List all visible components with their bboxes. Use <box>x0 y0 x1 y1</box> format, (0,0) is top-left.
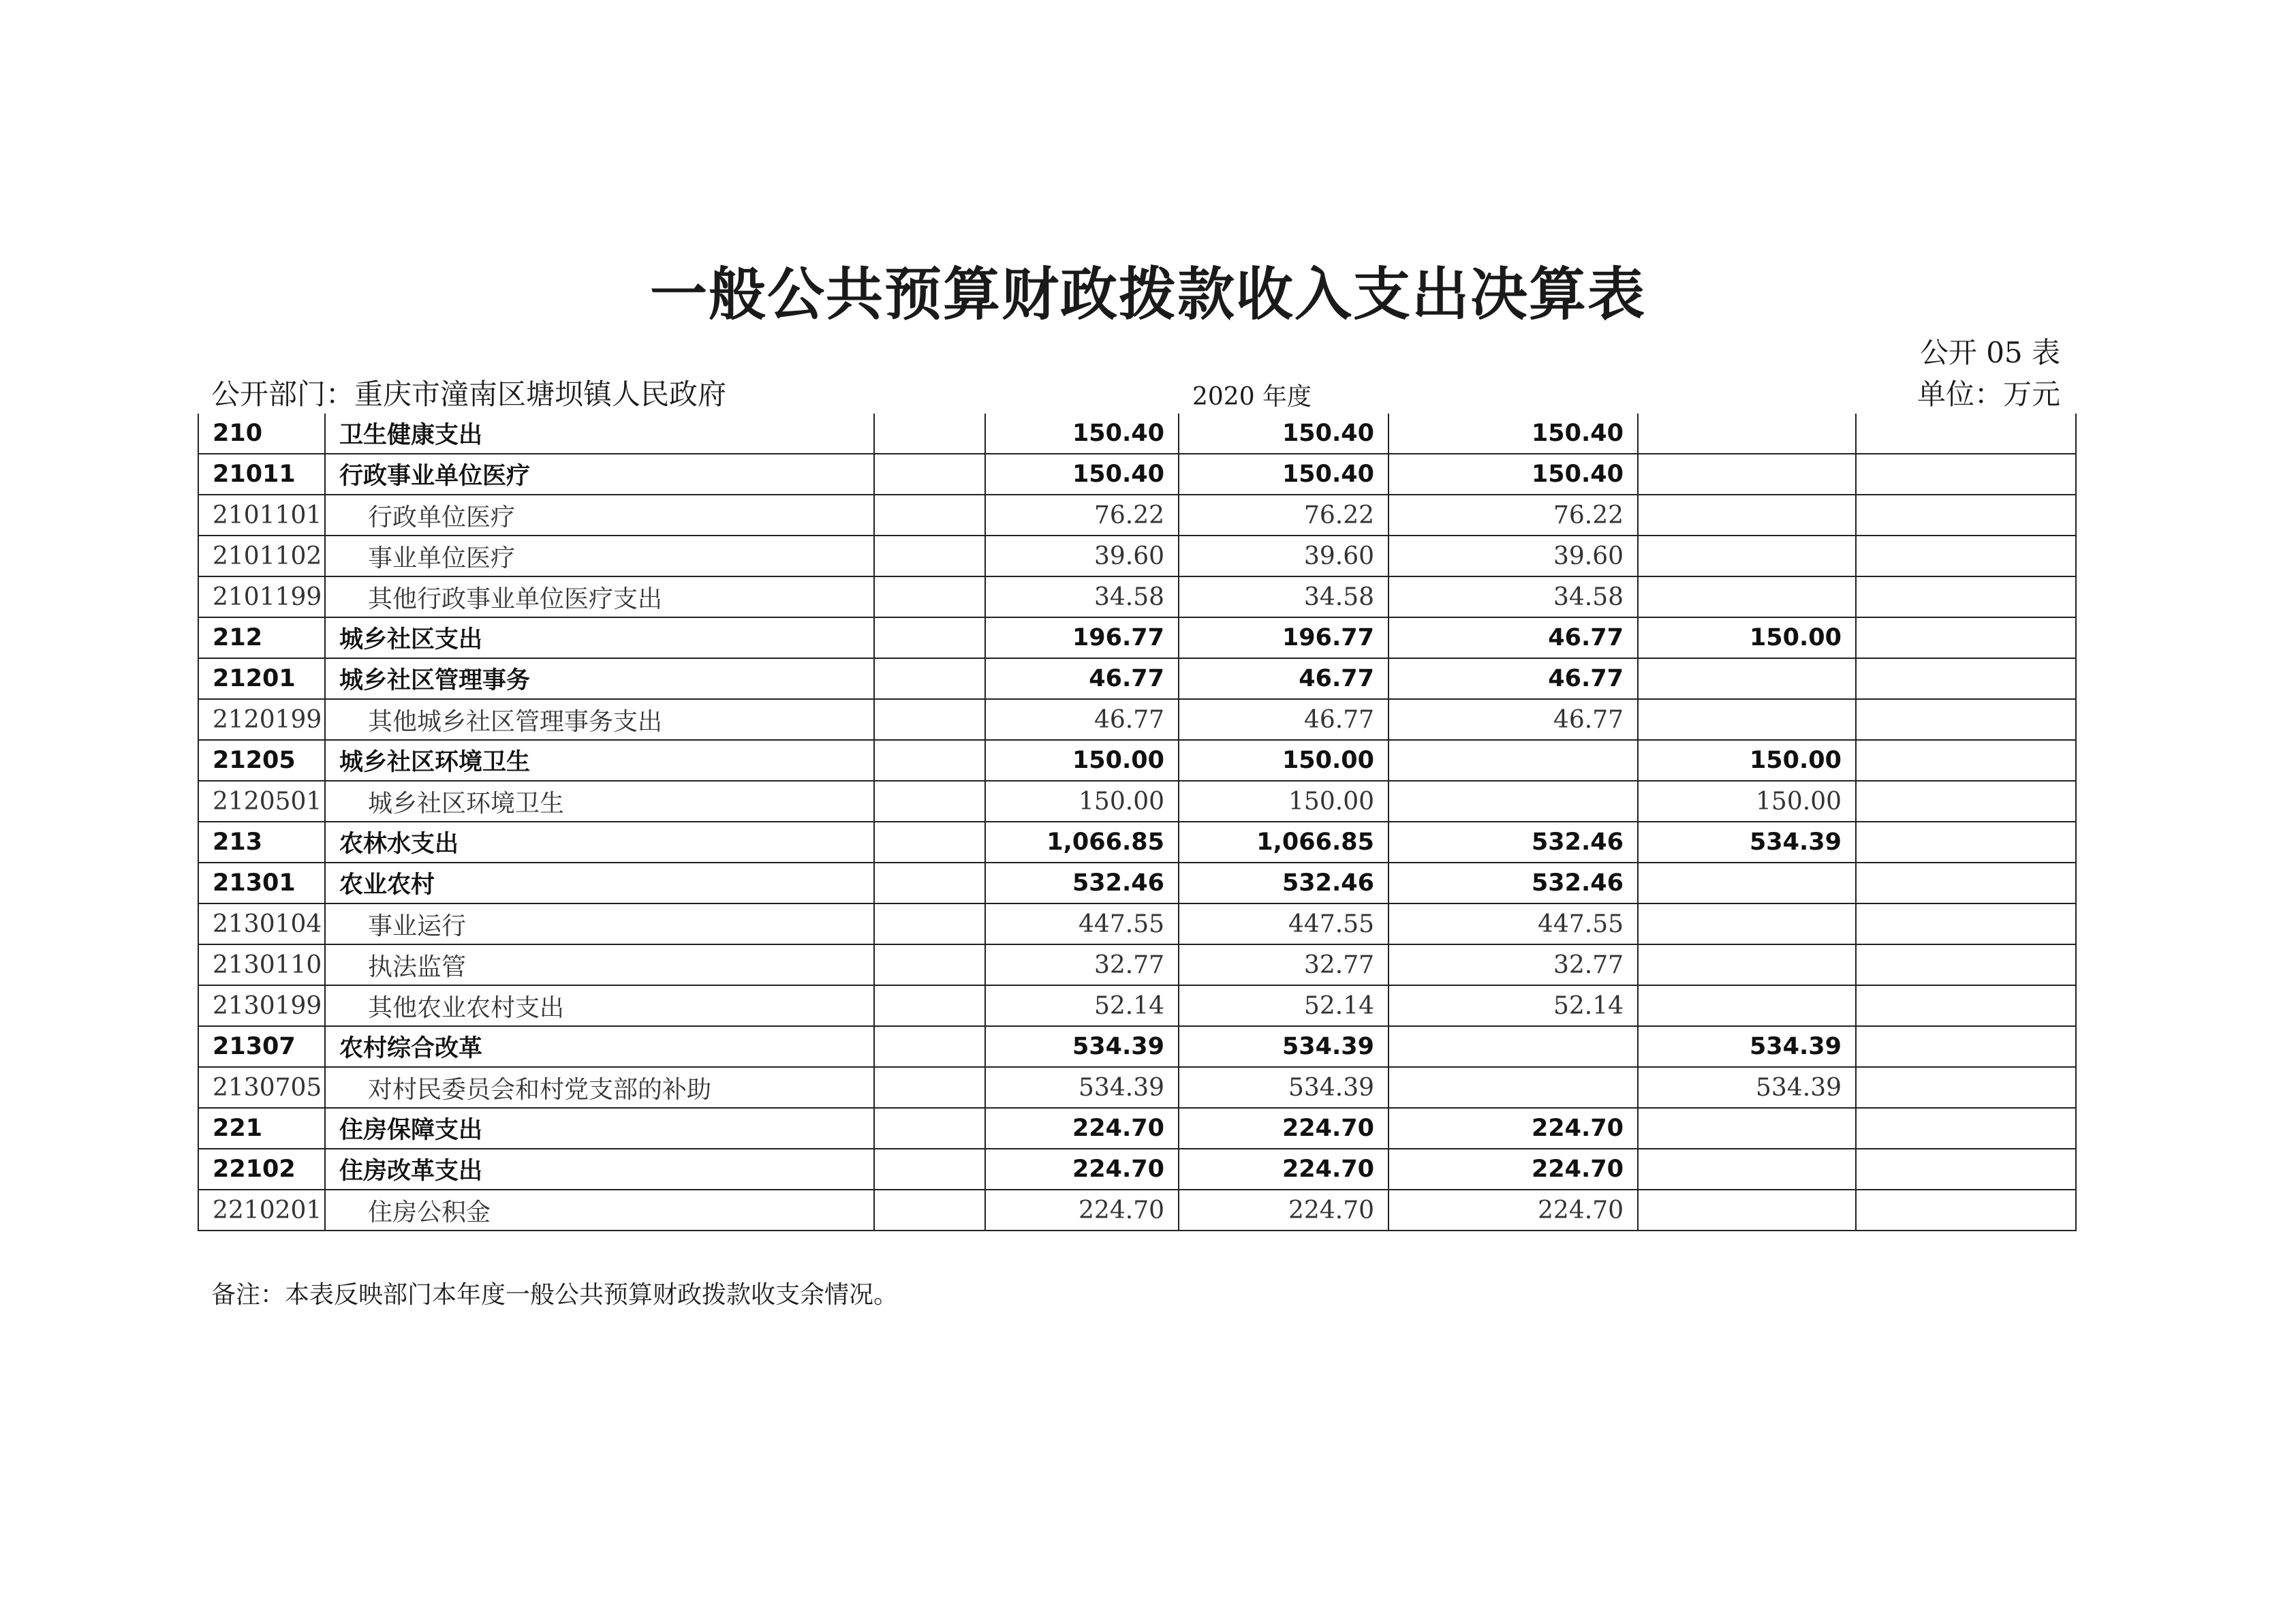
cell-column-2: 34.58 <box>985 576 1179 617</box>
cell-column-2: 76.22 <box>985 495 1179 536</box>
cell-column-2: 46.77 <box>985 699 1179 740</box>
cell-column-4: 39.60 <box>1389 536 1638 576</box>
cell-column-6 <box>1856 1149 2076 1190</box>
cell-code: 22102 <box>198 1149 325 1190</box>
cell-column-2: 224.70 <box>985 1149 1179 1190</box>
cell-code: 210 <box>198 414 325 454</box>
budget-table <box>198 414 2077 1231</box>
cell-column-6 <box>1856 699 2076 740</box>
cell-column-3: 52.14 <box>1179 985 1389 1026</box>
page-title: 一般公共预算财政拨款收入支出决算表 <box>649 261 1646 328</box>
cell-column-4: 52.14 <box>1389 985 1638 1026</box>
cell-column-1 <box>874 1108 985 1149</box>
cell-column-3: 34.58 <box>1179 576 1389 617</box>
cell-column-6 <box>1856 781 2076 822</box>
cell-code: 2120199 <box>198 699 325 740</box>
cell-column-4: 46.77 <box>1389 658 1638 699</box>
cell-column-6 <box>1856 1067 2076 1108</box>
cell-column-1 <box>874 740 985 781</box>
cell-column-6 <box>1856 658 2076 699</box>
cell-column-2: 224.70 <box>985 1190 1179 1231</box>
cell-column-5 <box>1638 576 1856 617</box>
cell-column-6 <box>1856 617 2076 658</box>
unit-label: 单位：万元 <box>1917 377 2060 411</box>
table-row <box>198 1067 2076 1108</box>
form-number: 公开 05 表 <box>1919 336 2060 369</box>
cell-item-name: 卫生健康支出 <box>325 414 874 454</box>
table-row <box>198 985 2076 1026</box>
cell-column-3: 224.70 <box>1179 1108 1389 1149</box>
cell-column-3: 196.77 <box>1179 617 1389 658</box>
cell-item-name: 执法监管 <box>325 944 874 985</box>
cell-column-5 <box>1638 944 1856 985</box>
cell-column-1 <box>874 985 985 1026</box>
cell-column-4 <box>1389 781 1638 822</box>
table-row <box>198 658 2076 699</box>
cell-column-3: 532.46 <box>1179 863 1389 903</box>
cell-column-6 <box>1856 863 2076 903</box>
cell-item-name: 住房改革支出 <box>325 1149 874 1190</box>
cell-column-3: 534.39 <box>1179 1026 1389 1067</box>
cell-item-name: 其他行政事业单位医疗支出 <box>325 576 874 617</box>
cell-column-1 <box>874 1149 985 1190</box>
table-row <box>198 617 2076 658</box>
cell-column-2: 150.00 <box>985 781 1179 822</box>
cell-column-6 <box>1856 944 2076 985</box>
table-row <box>198 699 2076 740</box>
cell-column-1 <box>874 1067 985 1108</box>
cell-item-name: 对村民委员会和村党支部的补助 <box>325 1067 874 1108</box>
cell-column-3: 39.60 <box>1179 536 1389 576</box>
cell-column-2: 447.55 <box>985 903 1179 944</box>
cell-column-2: 39.60 <box>985 536 1179 576</box>
cell-code: 21301 <box>198 863 325 903</box>
cell-column-5 <box>1638 1149 1856 1190</box>
cell-code: 21011 <box>198 454 325 495</box>
cell-column-4: 224.70 <box>1389 1149 1638 1190</box>
cell-column-5: 534.39 <box>1638 1067 1856 1108</box>
table-row <box>198 863 2076 903</box>
cell-column-1 <box>874 658 985 699</box>
cell-item-name: 农业农村 <box>325 863 874 903</box>
cell-column-2: 46.77 <box>985 658 1179 699</box>
cell-column-2: 224.70 <box>985 1108 1179 1149</box>
cell-code: 21201 <box>198 658 325 699</box>
cell-column-1 <box>874 863 985 903</box>
cell-column-3: 224.70 <box>1179 1190 1389 1231</box>
cell-column-5 <box>1638 985 1856 1026</box>
cell-item-name: 城乡社区环境卫生 <box>325 781 874 822</box>
cell-item-name: 行政单位医疗 <box>325 495 874 536</box>
cell-column-5 <box>1638 495 1856 536</box>
cell-column-6 <box>1856 1026 2076 1067</box>
cell-code: 2120501 <box>198 781 325 822</box>
table-row <box>198 576 2076 617</box>
cell-column-2: 532.46 <box>985 863 1179 903</box>
cell-column-1 <box>874 536 985 576</box>
cell-column-4: 34.58 <box>1389 576 1638 617</box>
cell-item-name: 行政事业单位医疗 <box>325 454 874 495</box>
footnote: 备注：本表反映部门本年度一般公共预算财政拨款收支余情况。 <box>211 1281 899 1309</box>
cell-code: 21205 <box>198 740 325 781</box>
cell-column-6 <box>1856 985 2076 1026</box>
cell-column-5: 534.39 <box>1638 822 1856 863</box>
cell-column-1 <box>874 944 985 985</box>
cell-column-4: 150.40 <box>1389 414 1638 454</box>
cell-column-6 <box>1856 1190 2076 1231</box>
cell-column-3: 150.00 <box>1179 781 1389 822</box>
cell-column-4: 32.77 <box>1389 944 1638 985</box>
cell-code: 2101102 <box>198 536 325 576</box>
cell-code: 212 <box>198 617 325 658</box>
cell-code: 221 <box>198 1108 325 1149</box>
cell-column-2: 52.14 <box>985 985 1179 1026</box>
cell-column-3: 150.00 <box>1179 740 1389 781</box>
table-row <box>198 454 2076 495</box>
cell-code: 2101199 <box>198 576 325 617</box>
cell-column-5: 150.00 <box>1638 617 1856 658</box>
cell-column-4: 532.46 <box>1389 822 1638 863</box>
cell-column-5: 150.00 <box>1638 740 1856 781</box>
cell-column-4: 46.77 <box>1389 699 1638 740</box>
table-row <box>198 781 2076 822</box>
cell-column-3: 447.55 <box>1179 903 1389 944</box>
cell-column-1 <box>874 822 985 863</box>
cell-column-3: 46.77 <box>1179 699 1389 740</box>
cell-column-2: 150.40 <box>985 454 1179 495</box>
cell-column-1 <box>874 495 985 536</box>
cell-column-5 <box>1638 658 1856 699</box>
cell-column-4 <box>1389 1067 1638 1108</box>
table-row <box>198 1190 2076 1231</box>
cell-item-name: 其他城乡社区管理事务支出 <box>325 699 874 740</box>
cell-column-4: 76.22 <box>1389 495 1638 536</box>
cell-column-4: 224.70 <box>1389 1190 1638 1231</box>
cell-column-1 <box>874 617 985 658</box>
department-label: 公开部门：重庆市潼南区塘坝镇人民政府 <box>211 377 727 411</box>
cell-column-4: 224.70 <box>1389 1108 1638 1149</box>
cell-code: 2130705 <box>198 1067 325 1108</box>
cell-code: 2130104 <box>198 903 325 944</box>
cell-column-4 <box>1389 740 1638 781</box>
cell-column-3: 1,066.85 <box>1179 822 1389 863</box>
cell-item-name: 城乡社区管理事务 <box>325 658 874 699</box>
cell-column-3: 150.40 <box>1179 414 1389 454</box>
cell-item-name: 农林水支出 <box>325 822 874 863</box>
cell-code: 213 <box>198 822 325 863</box>
cell-column-5: 534.39 <box>1638 1026 1856 1067</box>
cell-code: 2101101 <box>198 495 325 536</box>
table-row <box>198 903 2076 944</box>
cell-column-1 <box>874 414 985 454</box>
cell-item-name: 城乡社区环境卫生 <box>325 740 874 781</box>
cell-column-1 <box>874 1026 985 1067</box>
cell-column-6 <box>1856 740 2076 781</box>
cell-column-1 <box>874 903 985 944</box>
table-row <box>198 1026 2076 1067</box>
cell-column-5 <box>1638 699 1856 740</box>
table-row <box>198 495 2076 536</box>
cell-item-name: 城乡社区支出 <box>325 617 874 658</box>
cell-item-name: 其他农业农村支出 <box>325 985 874 1026</box>
table-row <box>198 1149 2076 1190</box>
cell-column-4: 447.55 <box>1389 903 1638 944</box>
cell-code: 2210201 <box>198 1190 325 1231</box>
cell-column-4 <box>1389 1026 1638 1067</box>
cell-column-1 <box>874 576 985 617</box>
cell-column-3: 534.39 <box>1179 1067 1389 1108</box>
cell-column-5: 150.00 <box>1638 781 1856 822</box>
cell-code: 2130110 <box>198 944 325 985</box>
cell-column-4: 532.46 <box>1389 863 1638 903</box>
table-row <box>198 1108 2076 1149</box>
cell-column-6 <box>1856 495 2076 536</box>
cell-column-2: 32.77 <box>985 944 1179 985</box>
cell-column-1 <box>874 454 985 495</box>
cell-column-3: 76.22 <box>1179 495 1389 536</box>
cell-item-name: 农村综合改革 <box>325 1026 874 1067</box>
table-row <box>198 822 2076 863</box>
cell-column-2: 196.77 <box>985 617 1179 658</box>
cell-column-2: 534.39 <box>985 1067 1179 1108</box>
cell-column-2: 534.39 <box>985 1026 1179 1067</box>
cell-column-1 <box>874 1190 985 1231</box>
cell-column-6 <box>1856 822 2076 863</box>
cell-column-2: 150.00 <box>985 740 1179 781</box>
table-row <box>198 536 2076 576</box>
cell-column-6 <box>1856 576 2076 617</box>
cell-column-2: 150.40 <box>985 414 1179 454</box>
cell-code: 21307 <box>198 1026 325 1067</box>
cell-column-5 <box>1638 863 1856 903</box>
fiscal-year: 2020 年度 <box>1192 383 1312 411</box>
cell-item-name: 住房保障支出 <box>325 1108 874 1149</box>
cell-column-3: 32.77 <box>1179 944 1389 985</box>
cell-column-5 <box>1638 1108 1856 1149</box>
cell-column-6 <box>1856 536 2076 576</box>
cell-column-6 <box>1856 903 2076 944</box>
cell-code: 2130199 <box>198 985 325 1026</box>
cell-item-name: 住房公积金 <box>325 1190 874 1231</box>
table-row <box>198 414 2076 454</box>
cell-column-3: 224.70 <box>1179 1149 1389 1190</box>
cell-column-5 <box>1638 1190 1856 1231</box>
table-row <box>198 740 2076 781</box>
cell-column-3: 150.40 <box>1179 454 1389 495</box>
table-row <box>198 944 2076 985</box>
cell-column-5 <box>1638 414 1856 454</box>
cell-column-3: 46.77 <box>1179 658 1389 699</box>
cell-column-5 <box>1638 536 1856 576</box>
cell-column-2: 1,066.85 <box>985 822 1179 863</box>
cell-column-4: 46.77 <box>1389 617 1638 658</box>
cell-column-6 <box>1856 414 2076 454</box>
cell-column-6 <box>1856 454 2076 495</box>
cell-column-4: 150.40 <box>1389 454 1638 495</box>
cell-column-1 <box>874 699 985 740</box>
cell-item-name: 事业运行 <box>325 903 874 944</box>
cell-item-name: 事业单位医疗 <box>325 536 874 576</box>
cell-column-1 <box>874 781 985 822</box>
cell-column-5 <box>1638 903 1856 944</box>
cell-column-6 <box>1856 1108 2076 1149</box>
cell-column-5 <box>1638 454 1856 495</box>
